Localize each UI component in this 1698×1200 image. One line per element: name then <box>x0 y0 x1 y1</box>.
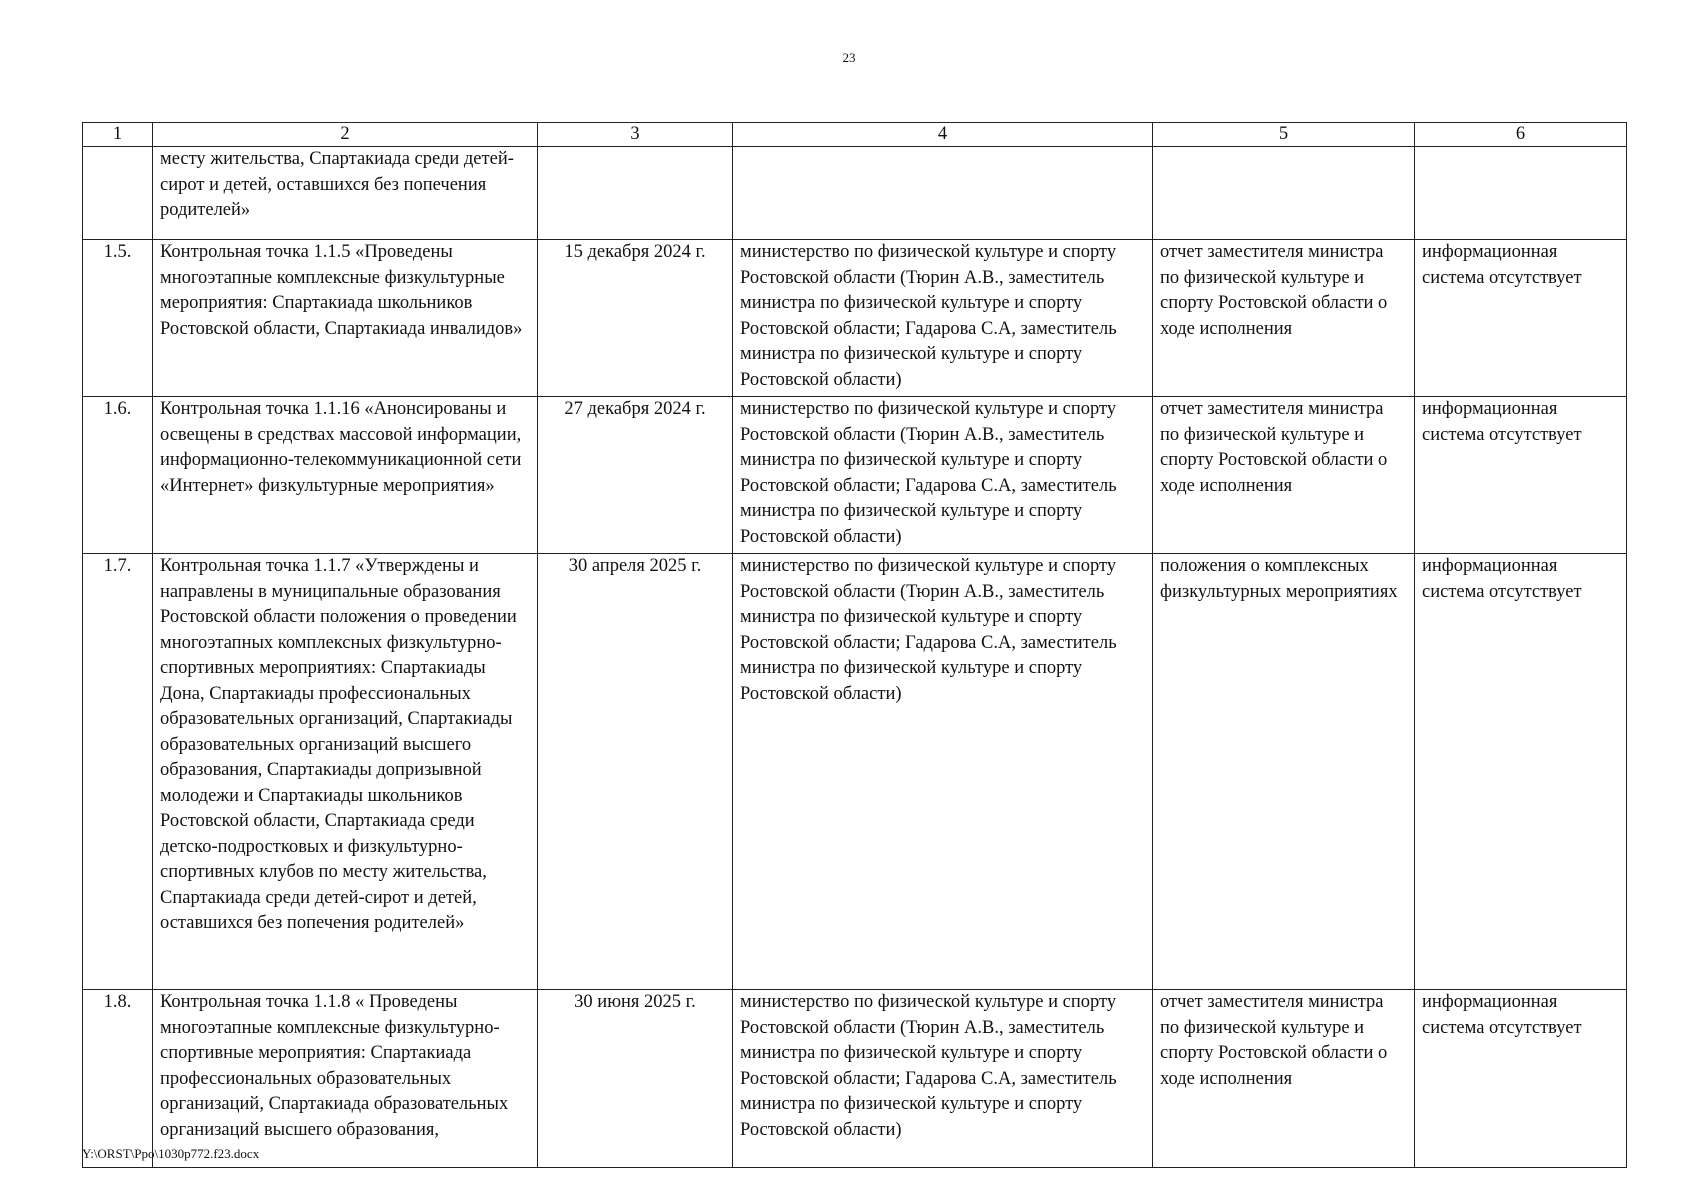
information-system: информационная система отсутствует <box>1415 240 1627 397</box>
control-point-title: месту жительства, Спартакиада среди детей-сирот и детей, оставшихся без попечения родителей» <box>153 147 538 240</box>
control-point-title: Контрольная точка 1.1.5 «Проведены многоэтапные комплексные физкультурные мероприятия: Спартакиада школьников Ростовской области, Спартакиада инвалидов» <box>153 240 538 397</box>
responsible-party: министерство по физической культуре и спорту Ростовской области (Тюрин А.В., заместитель министра по физической культуре и спорту Ростовской области; Гадарова С.А, заместитель министра по физической культуре и спорту Ростовской области) <box>733 990 1153 1168</box>
deadline-date <box>538 147 733 240</box>
row-number: 1.8. <box>83 990 153 1168</box>
confirming-document: отчет заместителя министра по физической культуре и спорту Ростовской области о ходе исполнения <box>1153 240 1415 397</box>
information-system: информационная система отсутствует <box>1415 397 1627 554</box>
row-number <box>83 147 153 240</box>
column-header-1: 1 <box>83 123 153 147</box>
confirming-document: отчет заместителя министра по физической культуре и спорту Ростовской области о ходе исполнения <box>1153 990 1415 1168</box>
confirming-document: положения о комплексных физкультурных мероприятиях <box>1153 554 1415 990</box>
table-header-row <box>83 123 1627 147</box>
responsible-party <box>733 147 1153 240</box>
column-header-3: 3 <box>538 123 733 147</box>
control-point-title: Контрольная точка 1.1.8 « Проведены многоэтапные комплексные физкультурно-спортивные мероприятия: Спартакиада профессиональных образовательных организаций, Спартакиада образовательных организаций высшего образования, <box>153 990 538 1168</box>
table-row <box>83 554 1627 990</box>
page-number: 23 <box>842 50 856 65</box>
deadline-date: 27 декабря 2024 г. <box>538 397 733 554</box>
table-row <box>83 240 1627 397</box>
responsible-party: министерство по физической культуре и спорту Ростовской области (Тюрин А.В., заместитель министра по физической культуре и спорту Ростовской области; Гадарова С.А, заместитель министра по физической культуре и спорту Ростовской области) <box>733 554 1153 990</box>
control-point-title: Контрольная точка 1.1.7 «Утверждены и направлены в муниципальные образования Ростовской области положения о проведении многоэтапных комплексных физкультурно-спортивных мероприятиях: Спартакиады Дона, Спартакиады профессиональных образовательных организаций, Спартакиады образовательных организаций высшего образования, Спартакиады допризывной молодежи и Спартакиады школьников Ростовской области, Спартакиада среди детско-подростковых и физкультурно-спортивных клубов по месту жительства, Спартакиада среди детей-сирот и детей, оставшихся без попечения родителей» <box>153 554 538 990</box>
responsible-party: министерство по физической культуре и спорту Ростовской области (Тюрин А.В., заместитель министра по физической культуре и спорту Ростовской области; Гадарова С.А, заместитель министра по физической культуре и спорту Ростовской области) <box>733 240 1153 397</box>
information-system <box>1415 147 1627 240</box>
deadline-date: 15 декабря 2024 г. <box>538 240 733 397</box>
deadline-date: 30 июня 2025 г. <box>538 990 733 1168</box>
column-header-2: 2 <box>153 123 538 147</box>
file-path-footer: Y:\ORST\Ppo\1030p772.f23.docx <box>82 1146 260 1161</box>
table-row <box>83 397 1627 554</box>
row-number: 1.7. <box>83 554 153 990</box>
table-row <box>83 990 1627 1168</box>
information-system: информационная система отсутствует <box>1415 554 1627 990</box>
row-number: 1.5. <box>83 240 153 397</box>
column-header-5: 5 <box>1153 123 1415 147</box>
confirming-document: отчет заместителя министра по физической культуре и спорту Ростовской области о ходе исполнения <box>1153 397 1415 554</box>
information-system: информационная система отсутствует <box>1415 990 1627 1168</box>
responsible-party: министерство по физической культуре и спорту Ростовской области (Тюрин А.В., заместитель министра по физической культуре и спорту Ростовской области; Гадарова С.А, заместитель министра по физической культуре и спорту Ростовской области) <box>733 397 1153 554</box>
row-number: 1.6. <box>83 397 153 554</box>
table-row <box>83 147 1627 240</box>
deadline-date: 30 апреля 2025 г. <box>538 554 733 990</box>
column-header-6: 6 <box>1415 123 1627 147</box>
column-header-4: 4 <box>733 123 1153 147</box>
control-points-table <box>82 122 1627 1168</box>
confirming-document <box>1153 147 1415 240</box>
control-point-title: Контрольная точка 1.1.16 «Анонсированы и освещены в средствах массовой информации, информационно-телекоммуникационной сети «Интернет» физкультурные мероприятия» <box>153 397 538 554</box>
